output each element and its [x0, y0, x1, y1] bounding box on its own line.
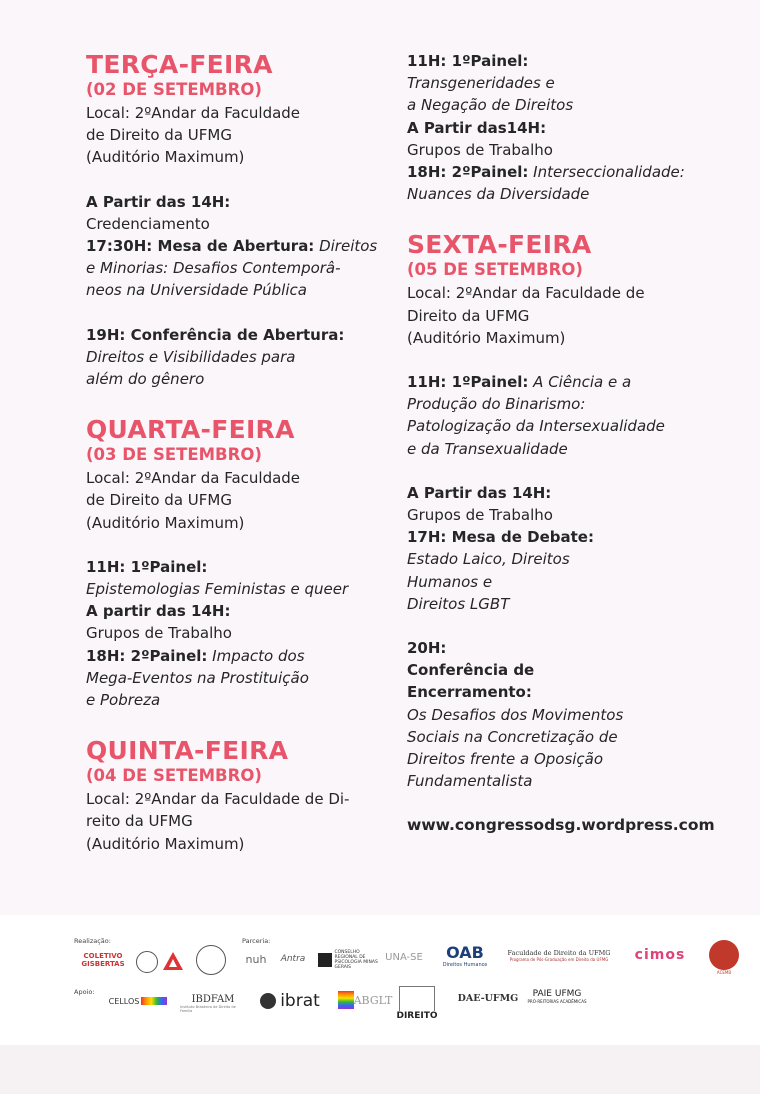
event-time: 18H: 2ºPainel:: [86, 646, 208, 665]
cimos-logo: cimos: [634, 947, 686, 963]
abglt-logo: ABGLT: [337, 989, 393, 1011]
event-title: além do gênero: [86, 370, 205, 389]
event-time: A Partir das 14H:: [86, 192, 231, 211]
ibdfam-logo: IBDFAM Instituto Brasileiro de Direito de Família: [180, 993, 236, 1013]
event-title: Patologização da Intersexualidade: [407, 417, 665, 436]
coletivo-gisbertas-logo: COLETIVO GISBERTAS: [81, 952, 125, 968]
paie-ufmg-logo: PAIE UFMG PRÓ-REITORIAS ACADÊMICAS: [527, 988, 587, 1004]
event-line: [86, 235, 416, 257]
event-title: Fundamentalista: [407, 772, 533, 791]
event-line: [86, 645, 416, 667]
antra-logo: Antra: [280, 954, 306, 964]
event-time: 18H: 2ºPainel:: [407, 163, 529, 182]
una-se-logo: UNA-SE: [385, 951, 423, 963]
seal-logo: [136, 951, 158, 973]
wednesday-date: (03 DE SETEMBRO): [86, 445, 262, 465]
event-title: Transgeneridades e: [407, 74, 555, 93]
event-time: 11H: 1ºPainel:: [86, 557, 208, 576]
event-title: Direitos LGBT: [407, 594, 510, 613]
event-title: e Minorias: Desafios Contemporâ-: [86, 259, 341, 278]
event-time: A Partir das 14H:: [407, 483, 552, 502]
event-title: Estado Laico, Direitos: [407, 550, 570, 569]
triangle-logo: [161, 949, 185, 973]
event-title: Interseccionalidade:: [528, 163, 685, 182]
ibrat-logo: ibrat: [255, 989, 325, 1013]
apoio-label: Apoio:: [74, 988, 95, 996]
event-title: e Pobreza: [86, 691, 161, 710]
direito-logo: DIREITO: [394, 973, 440, 1021]
realizacao-label: Realização:: [74, 937, 111, 945]
website-link[interactable]: www.congressodsg.wordpress.com: [407, 816, 715, 835]
event-title: Produção do Binarismo:: [407, 395, 586, 414]
oab-logo: OAB Direitos Humanos: [442, 942, 488, 968]
event-text: Credenciamento: [86, 214, 210, 233]
tuesday-date: (02 DE SETEMBRO): [86, 80, 262, 99]
event-time: 17H: Mesa de Debate:: [407, 528, 594, 547]
event-title: Direitos: [314, 237, 378, 256]
event-title: Sociais na Concretização de: [407, 727, 618, 746]
cellos-logo: CELLOS: [102, 993, 174, 1009]
event-title: a Negação de Direitos: [407, 96, 574, 115]
event-line: [407, 371, 737, 393]
event-time: A partir das 14H:: [86, 602, 231, 621]
location-line: de Direito da UFMG: [86, 126, 232, 145]
location-line: reito da UFMG: [86, 812, 193, 831]
event-title: Mega-Eventos na Prostituição: [86, 668, 309, 687]
event-text: Grupos de Trabalho: [407, 140, 553, 159]
dae-ufmg-logo: DAE-UFMG: [457, 992, 519, 1004]
event-title: Epistemologias Feministas e queer: [86, 580, 349, 599]
friday-date: (05 DE SETEMBRO): [407, 260, 583, 280]
event-text: Grupos de Trabalho: [86, 624, 232, 643]
event-time: A Partir das14H:: [407, 118, 547, 137]
location-line: Local: 2ºAndar da Faculdade: [86, 469, 301, 488]
event-heading: Conferência de: [407, 661, 535, 680]
right-column: [407, 50, 737, 836]
location-line: Local: 2ºAndar da Faculdade: [86, 104, 301, 122]
tuesday-title: TERÇA-FEIRA: [86, 50, 273, 79]
event-time: 17:30H: Mesa de Abertura:: [86, 237, 315, 256]
event-title: Nuances da Diversidade: [407, 185, 590, 204]
location-line: (Auditório Maximum): [86, 513, 245, 532]
location-line: Direito da UFMG: [407, 306, 530, 325]
wednesday-title: QUARTA-FEIRA: [86, 415, 295, 445]
event-title: Os Desafios dos Movimentos: [407, 705, 624, 724]
event-title: Direitos e Visibilidades para: [86, 347, 296, 366]
location-line: (Auditório Maximum): [407, 328, 566, 347]
event-time: 11H: 1ºPainel:: [407, 52, 529, 70]
event-title: Humanos e: [407, 572, 493, 591]
left-column: [86, 50, 416, 855]
friday-title: SEXTA-FEIRA: [407, 230, 592, 260]
event-time: 11H: 1ºPainel:: [407, 373, 529, 392]
event-heading: Encerramento:: [407, 683, 532, 702]
event-text: Grupos de Trabalho: [407, 506, 553, 525]
event-title: Direitos frente a Oposição: [407, 750, 604, 769]
event-time: 19H: Conferência de Abertura:: [86, 325, 345, 344]
event-time: 20H:: [407, 639, 447, 658]
thursday-title: QUINTA-FEIRA: [86, 736, 289, 766]
university-seal-logo: [196, 945, 226, 975]
event-title: Impacto dos: [207, 646, 305, 665]
sponsors-footer: [0, 915, 760, 1045]
location-line: (Auditório Maximum): [86, 834, 245, 853]
event-line: [407, 161, 737, 183]
faculdade-direito-ufmg-logo: Faculdade de Direito da UFMG Programa de Pós-Graduação em Direito da UFMG: [507, 948, 611, 962]
crp-mg-logo: CONSELHO REGIONAL DE PSICOLOGIA MINAS GERAIS: [317, 949, 379, 971]
event-title: e da Transexualidade: [407, 439, 568, 458]
parceria-label: Parceria:: [242, 937, 271, 945]
acemb-logo: ACEMB: [706, 935, 742, 979]
location-line: (Auditório Maximum): [86, 148, 245, 167]
thursday-date: (04 DE SETEMBRO): [86, 766, 262, 786]
location-line: de Direito da UFMG: [86, 491, 232, 510]
location-line: Local: 2ºAndar da Faculdade de: [407, 284, 645, 303]
location-line: Local: 2ºAndar da Faculdade de Di-: [86, 790, 350, 809]
event-title: A Ciência e a: [528, 373, 632, 392]
event-title: neos na Universidade Pública: [86, 281, 307, 300]
nuh-logo: nuh: [245, 952, 267, 966]
